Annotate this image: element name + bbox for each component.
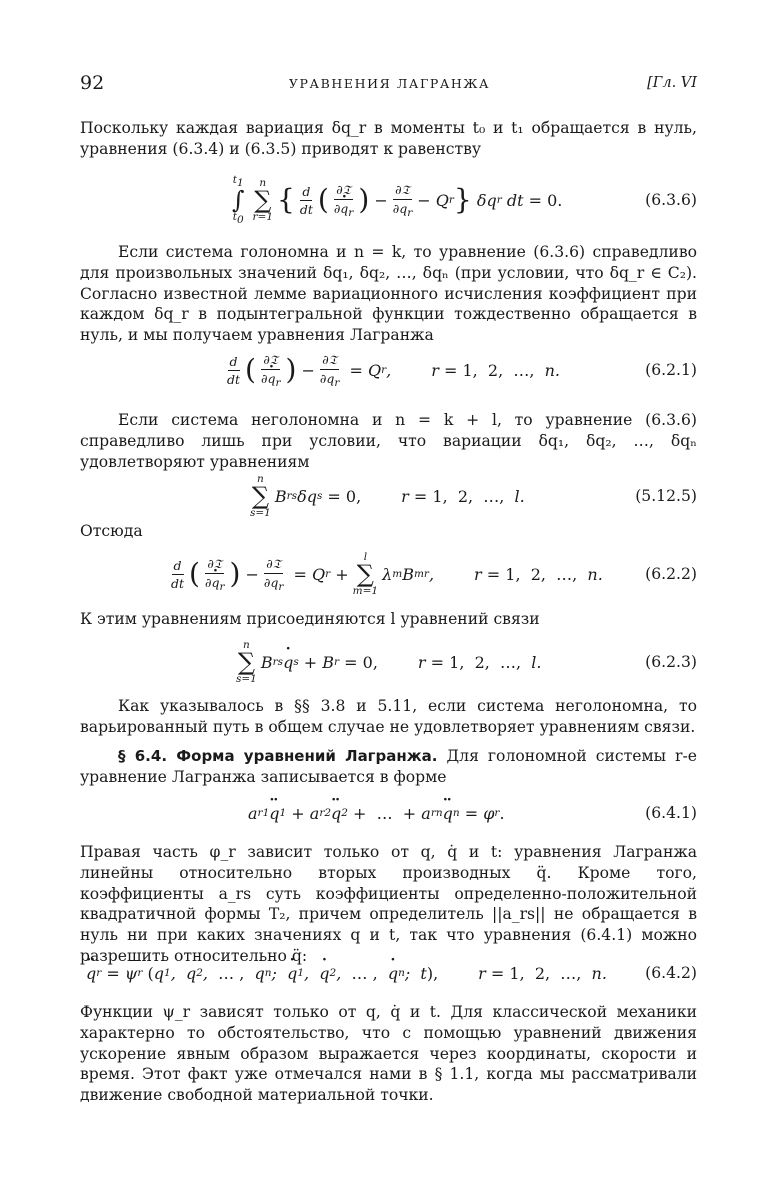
equation-number: (6.2.2) — [645, 565, 697, 583]
paragraph-8: Функции ψ_r зависят только от q, q̇ и t. Для классической механики характерно то обстоятельство, что с помощью уравнений движения ускорение явным образом выражается через координаты, скорости и время. Этот факт уже отмечался нами в § 1.1, когда мы рассматривали движение свободной материальной точки. — [80, 1003, 697, 1105]
equation-6-4-2 — [80, 948, 697, 998]
equation-body: $\frac{d}{dt}$ ( $\frac{\text{∂𝔗}}{\partial\cdot q_r}$ ) − $\frac{\text{∂𝔗}}{\partial q_r}$ = Q r + l ∑ m=1 λ m B mr , r = 1, 2, …, n. — [166, 544, 603, 604]
equation-body: a r1 ·· q 1 + a r2 ·· q 2 + … + a rn ·· q n = φ r . — [248, 790, 505, 836]
equation-6-2-2 — [80, 544, 697, 604]
equation-number: (6.2.1) — [645, 361, 697, 379]
equation-6-2-1 — [80, 340, 697, 400]
section-heading: § 6.4. Форма уравнений Лагранжа. — [118, 747, 438, 765]
paragraph-7: Правая часть φ_r зависит только от q, q̇ и t: уравнения Лагранжа линейны относительно вторых производных q̈. Кроме того, коэффициенты a_rs суть коэффициенты определенно-положительной квадратичной формы T₂, причем определитель ||a_rs|| не обращается в нуль ни при каких значениях q и t, так что уравнения (6.4.1) можно разрешить относительно q̈: — [80, 843, 697, 965]
equation-6-3-6 — [80, 170, 697, 230]
equation-body: $\frac{d}{dt}$ ( $\frac{\text{∂𝔗}}{\partial\cdot q_r}$ ) − $\frac{\text{∂𝔗}}{\partial q_r}$ = Q r , r = 1, 2, …, n. — [222, 340, 560, 400]
equation-number: (6.2.3) — [645, 653, 697, 671]
paragraph-5: К этим уравнениям присоединяются l уравнений связи — [80, 610, 540, 628]
section-text: Для голономной системы r-е уравнение Лагранжа записывается в форме — [80, 747, 697, 786]
equation-number: (6.3.6) — [645, 191, 697, 209]
equation-number: (6.4.1) — [645, 804, 697, 822]
equation-body: n ∑ s=1 B rs · q s + B r = 0, r = 1, 2, …, l. — [232, 632, 542, 692]
equation-body: $t_1$ ∫ $t_0$ n ∑ r=1 { $\frac{d}{dt}$ ( $\frac{\text{∂𝔗}}{\partial\cdot q_r}$ ) − $\frac{\text{∂𝔗}}{\partial q_r}$ − Q r } δq r dt = 0. — [228, 170, 562, 230]
equation-number: (6.4.2) — [645, 964, 697, 982]
paragraph-4: Отсюда — [80, 522, 143, 540]
paragraph-6: Как указывалось в §§ 3.8 и 5.11, если система неголономна, то варьированный путь в общем случае не удовлетворяет уравнениям связи. — [80, 697, 697, 736]
equation-6-2-3 — [80, 632, 697, 692]
paragraph-3: Если система неголономна и n = k + l, то уравнение (6.3.6) справедливо лишь при условии, что вариации δq₁, δq₂, …, δqₙ удовлетворяют уравнениям — [80, 411, 697, 471]
equation-body: ·· q r = ψ r ( q 1 , q 2 , … , q n ; · q 1 , · q 2 , … , · q n ; t ), r = 1, 2, …, n. — [86, 948, 607, 998]
section-6-4-intro — [80, 746, 697, 788]
equation-number: (5.12.5) — [635, 487, 697, 505]
equation-body: n ∑ s=1 B rs δq s = 0, r = 1, 2, …, l. — [250, 473, 525, 519]
running-head: УРАВНЕНИЯ ЛАГРАНЖА — [288, 76, 491, 91]
paragraph-1: Поскольку каждая вариация δq_r в моменты t₀ и t₁ обращается в нуль, уравнения (6.3.4) и (6.3.5) приводят к равенству — [80, 119, 697, 158]
chapter-label: [Гл. VI — [647, 75, 697, 91]
equation-6-4-1 — [80, 790, 697, 836]
page-number: 92 — [80, 72, 105, 94]
equation-5-12-5 — [80, 466, 697, 526]
paragraph-2: Если система голономна и n = k, то уравнение (6.3.6) справедливо для произвольных значений δq₁, δq₂, …, δqₙ (при условии, что δq_r ∈ C₂). Согласно известной лемме вариационного исчисления коэффициент при каждом δq_r в подынтегральной функции тождественно обращается в нуль, и мы получаем уравнения Лагранжа — [80, 243, 697, 345]
